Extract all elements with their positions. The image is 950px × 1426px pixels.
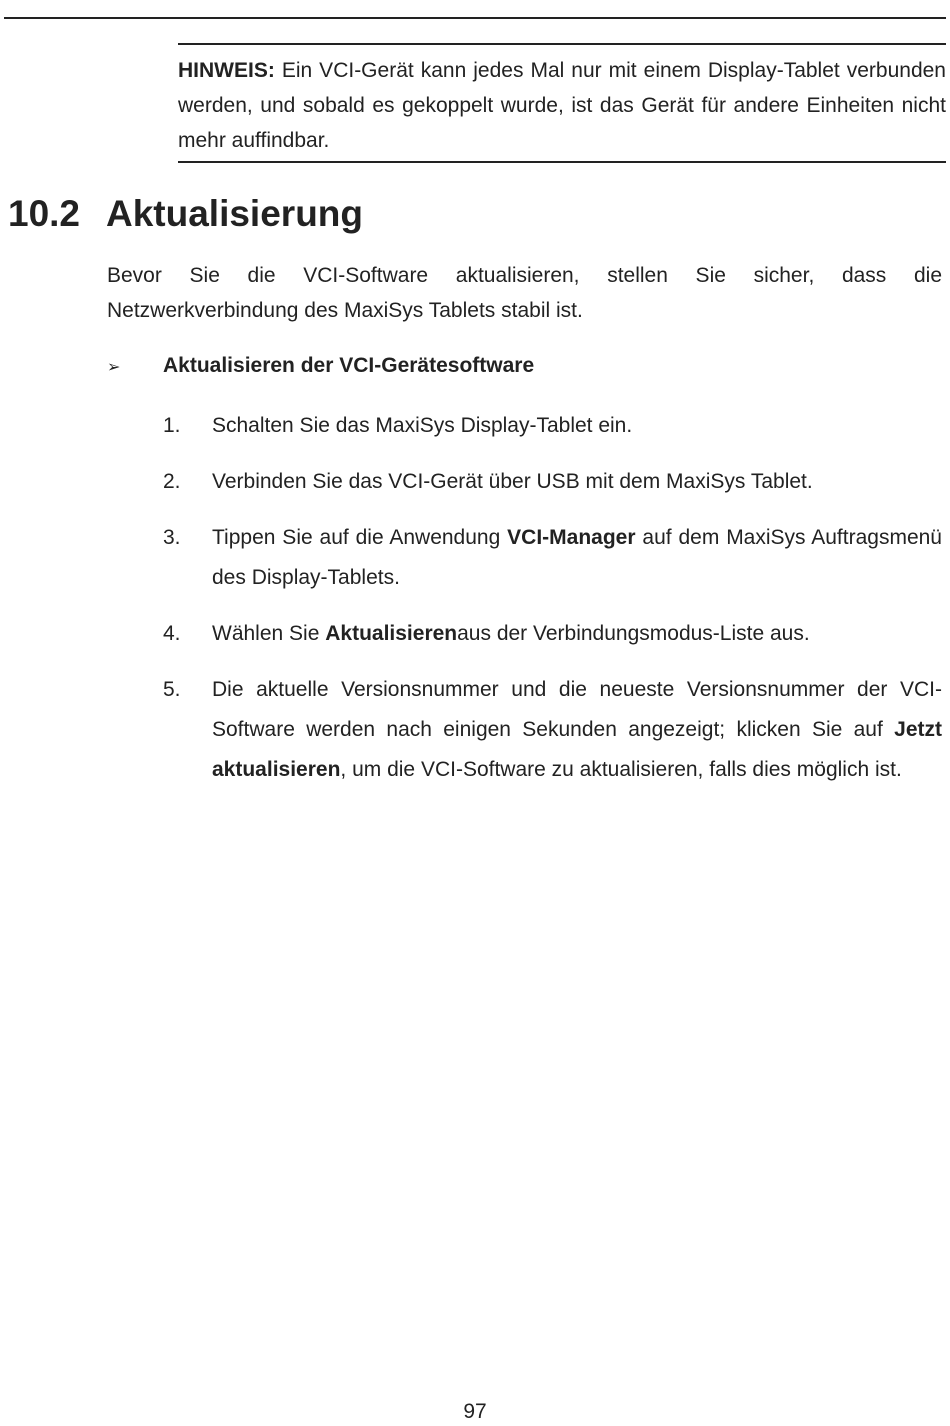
step-number: 1. [163,414,181,437]
step-list [163,406,942,806]
step-text-after: auf dem MaxiSys Auftragsmenü des Display-Tablets. [212,526,942,589]
page-number: 97 [463,1400,487,1423]
list-item [163,406,942,446]
step-number: 3. [163,526,181,549]
header-rule [4,17,946,19]
section-number: 10.2 [8,193,81,234]
procedure-heading [107,350,942,384]
section-heading [8,190,363,238]
step-text: Tippen Sie auf die Anwendung [212,526,508,549]
step-number: 4. [163,622,181,645]
procedure-title: Aktualisieren der VCI-Gerätesoftware [163,354,535,377]
step-text-after: , um die VCI-Software zu aktualisieren, falls dies möglich ist. [340,758,902,781]
list-item [163,518,942,598]
step-number: 2. [163,470,181,493]
section-title: Aktualisierung [106,193,363,234]
step-text: Die aktuelle Versionsnummer und die neueste Versionsnummer der VCI-Software werden nach einigen Sekunden angezeigt; klicken Sie auf [212,678,942,741]
step-bold-term: VCI-Manager [507,526,636,549]
step-number: 5. [163,678,181,701]
list-item [163,614,942,654]
step-text: Wählen Sie [212,622,326,645]
arrow-bullet-icon: ➢ [107,359,121,376]
intro-paragraph: Bevor Sie die VCI-Software aktualisieren, stellen Sie sicher, dass die Netzwerkverbindung des MaxiSys Tablets stabil ist. [107,264,942,322]
note-box [178,43,946,163]
list-item [163,670,942,790]
list-item [163,462,942,502]
step-text-after: aus der Verbindungsmodus-Liste aus. [457,622,810,645]
step-bold-term: Jetzt aktualisieren [212,718,942,781]
step-text: Verbinden Sie das VCI-Gerät über USB mit dem MaxiSys Tablet. [212,470,813,493]
step-bold-term: Aktualisieren [325,622,458,645]
step-text: Schalten Sie das MaxiSys Display-Tablet ein. [212,414,633,437]
note-text: Ein VCI-Gerät kann jedes Mal nur mit einem Display-Tablet verbunden werden, und sobald es gekoppelt wurde, ist das Gerät für andere Einheiten nicht mehr auffindbar. [178,59,946,152]
note-label: HINWEIS: [178,59,275,82]
